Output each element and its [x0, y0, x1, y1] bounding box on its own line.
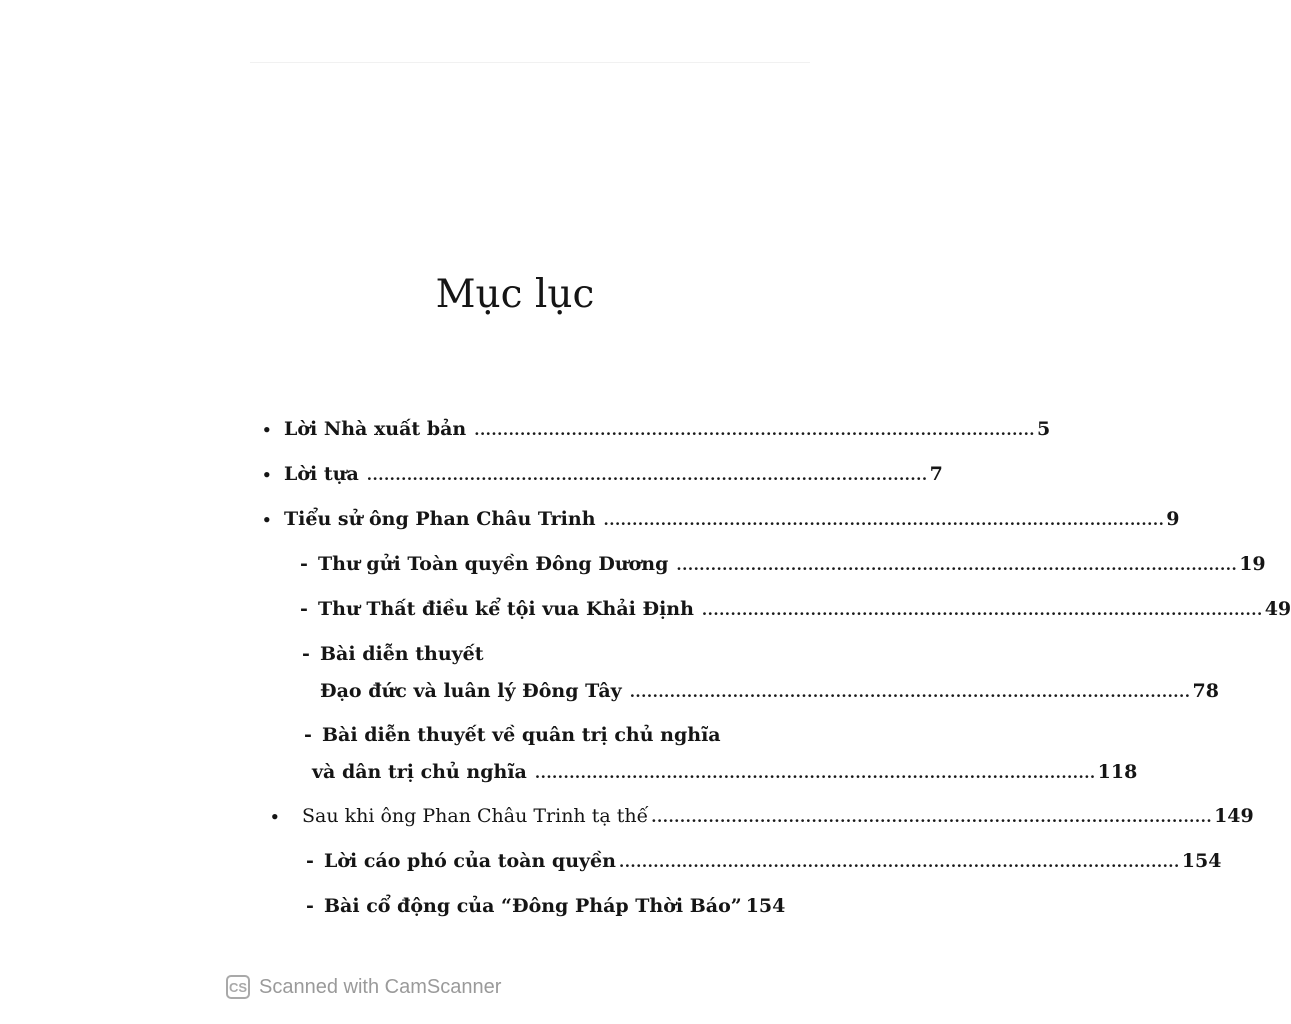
toc-dash: -: [304, 724, 312, 746]
toc-page-number: 118: [1097, 761, 1138, 783]
toc-dash: -: [302, 643, 310, 665]
toc-page-number: 9: [1166, 508, 1180, 530]
toc-page-number: 19: [1239, 553, 1266, 575]
page-title: Mục lục: [435, 272, 595, 317]
toc-page-number: 7: [929, 463, 943, 485]
toc-entry: [262, 418, 1051, 440]
toc-page-number: 5: [1037, 418, 1051, 440]
toc-entry: [300, 553, 1266, 575]
toc-entry: [306, 895, 786, 917]
toc-page-number: 78: [1192, 680, 1219, 702]
toc-label: Lời tựa: [284, 463, 359, 485]
toc-entry: [306, 850, 1222, 872]
toc-label: và dân trị chủ nghĩa: [312, 761, 527, 783]
toc-entry: [312, 761, 1138, 783]
toc-bullet: •: [262, 421, 272, 439]
toc-label: Lời Nhà xuất bản: [284, 418, 467, 440]
toc-entry: [300, 598, 1291, 620]
toc-leader: ..................................................................................................: [651, 808, 1213, 826]
scan-edge: [250, 62, 810, 63]
toc-leader: ..................................................................................................: [629, 683, 1191, 701]
toc-dash: -: [300, 553, 308, 575]
toc-leader: ..................................................................................................: [366, 466, 928, 484]
toc-entry-first-line: [304, 724, 721, 746]
toc-label-line1: Bài diễn thuyết về quân trị chủ nghĩa: [322, 724, 721, 746]
camscanner-watermark: [226, 975, 501, 999]
toc-label: Lời cáo phó của toàn quyền: [324, 850, 616, 872]
toc-label: Bài cổ động của “Đông Pháp Thời Báo”: [324, 895, 742, 917]
toc-label: Thư gửi Toàn quyền Đông Dương: [318, 553, 669, 575]
toc-label: Đạo đức và luân lý Đông Tây: [320, 680, 622, 702]
toc-label: Tiểu sử ông Phan Châu Trinh: [284, 508, 596, 530]
toc-entry: [270, 805, 1254, 827]
toc-dash: -: [300, 598, 308, 620]
toc-entry: [320, 680, 1219, 702]
toc-leader: ..................................................................................................: [603, 511, 1165, 529]
toc-leader: ..................................................................................................: [534, 764, 1096, 782]
camscanner-logo-icon: CS: [226, 975, 250, 999]
toc-leader: ..................................................................................................: [618, 853, 1180, 871]
toc-bullet: •: [270, 808, 280, 826]
toc-leader: ..................................................................................................: [701, 601, 1263, 619]
toc-label: Sau khi ông Phan Châu Trinh tạ thế: [302, 805, 649, 827]
toc-entry: [262, 508, 1180, 530]
toc-label: Thư Thất điều kể tội vua Khải Định: [318, 598, 694, 620]
toc-leader: ..................................................................................................: [676, 556, 1238, 574]
toc-page-number: 49: [1264, 598, 1291, 620]
toc-page-number: 149: [1214, 805, 1254, 827]
toc-page-number: 154: [745, 895, 786, 917]
toc-bullet: •: [262, 511, 272, 529]
toc-entry-first-line: [302, 643, 484, 665]
watermark-text: Scanned with CamScanner: [259, 975, 502, 998]
toc-label-line1: Bài diễn thuyết: [320, 643, 484, 665]
toc-entry: [262, 463, 943, 485]
toc-page-number: 154: [1181, 850, 1222, 872]
toc-dash: -: [306, 850, 314, 872]
toc-dash: -: [306, 895, 314, 917]
toc-bullet: •: [262, 466, 272, 484]
toc-leader: ..................................................................................................: [474, 421, 1036, 439]
